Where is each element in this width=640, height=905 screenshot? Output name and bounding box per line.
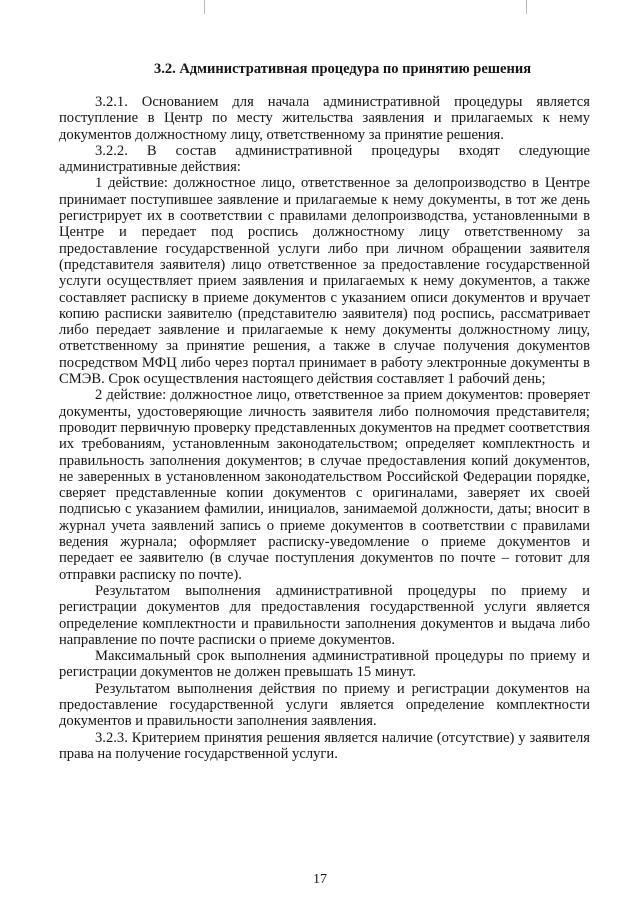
paragraph-3-2-2: 3.2.2. В состав административной процедуры входят следующие административные действия: <box>59 142 590 176</box>
paragraph-procedure-result: Результатом выполнения административной процедуры по приему и регистрации документов для предоставления государственной услуги является определение комплектности и правильности заполнения документов и выдача либо направление по почте расписки о приеме документов. <box>59 582 590 648</box>
paragraph-action-result: Результатом выполнения действия по приему и регистрации документов на предоставление государственной услуги является определение комплектности документов и правильности заполнения заявления. <box>59 680 590 730</box>
paragraph-max-duration: Максимальный срок выполнения административной процедуры по приему и регистрации документов не должен превышать 15 минут. <box>59 648 590 681</box>
scan-edge-mark <box>204 0 205 14</box>
paragraph-3-2-1: 3.2.1. Основанием для начала административной процедуры является поступление в Центр по месту жительства заявления и прилагаемых к нему документов должностному лицу, ответственному за принятие решения. <box>59 94 590 143</box>
document-body <box>59 94 590 762</box>
paragraph-action-1: 1 действие: должностное лицо, ответственное за делопроизводство в Центре принимает поступившее заявление и прилагаемые к нему документы, в тот же день регистрирует их в соответствии с правилами делопроизводства, установленными в Центре и передает под роспись должностному лицу ответственному за предоставление государственной услуги либо при личном обращении заявителя (представителя заявителя) лицо ответственное за предоставление государственной услуги осуществляет прием заявления и прилагаемых к нему документов, а также составляет расписку в приеме документов с указанием описи документов и вручает копию расписки заявителю (представителю заявителя) под роспись, рассматривает либо передает заявление и прилагаемые к нему документы должностному лицу, ответственному за принятие решения, а также в случае получения документов посредством МФЦ либо через портал принимает в работу электронные документы в СМЭВ. Срок осуществления настоящего действия составляет 1 рабочий день; <box>59 175 590 388</box>
paragraph-action-2: 2 действие: должностное лицо, ответственное за прием документов: проверяет документы, удостоверяющие личность заявителя либо полномочия представителя; проводит первичную проверку представленных документов на предмет соответствия их требованиям, установленным законодательством; определяет комплектность и правильность заполнения документов; в случае предоставления копий документов, не заверенных в установленном законодательством Российской Федерации порядке, сверяет представленные копии документов с оригиналами, заверяет их своей подписью с указанием фамилии, инициалов, занимаемой должности, даты; вносит в журнал учета заявлений запись о приеме документов в соответствии с правилами ведения журнала; оформляет расписку-уведомление о приеме документов и передает ее заявителю (в случае поступления документов по почте – готовит для отправки расписку по почте). <box>59 387 590 583</box>
paragraph-3-2-3: 3.2.3. Критерием принятия решения является наличие (отсутствие) у заявителя права на получение государственной услуги. <box>59 729 590 762</box>
scan-edge-mark <box>526 0 527 14</box>
page-number: 17 <box>313 872 327 887</box>
section-title: 3.2. Административная процедура по принятию решения <box>153 61 532 77</box>
